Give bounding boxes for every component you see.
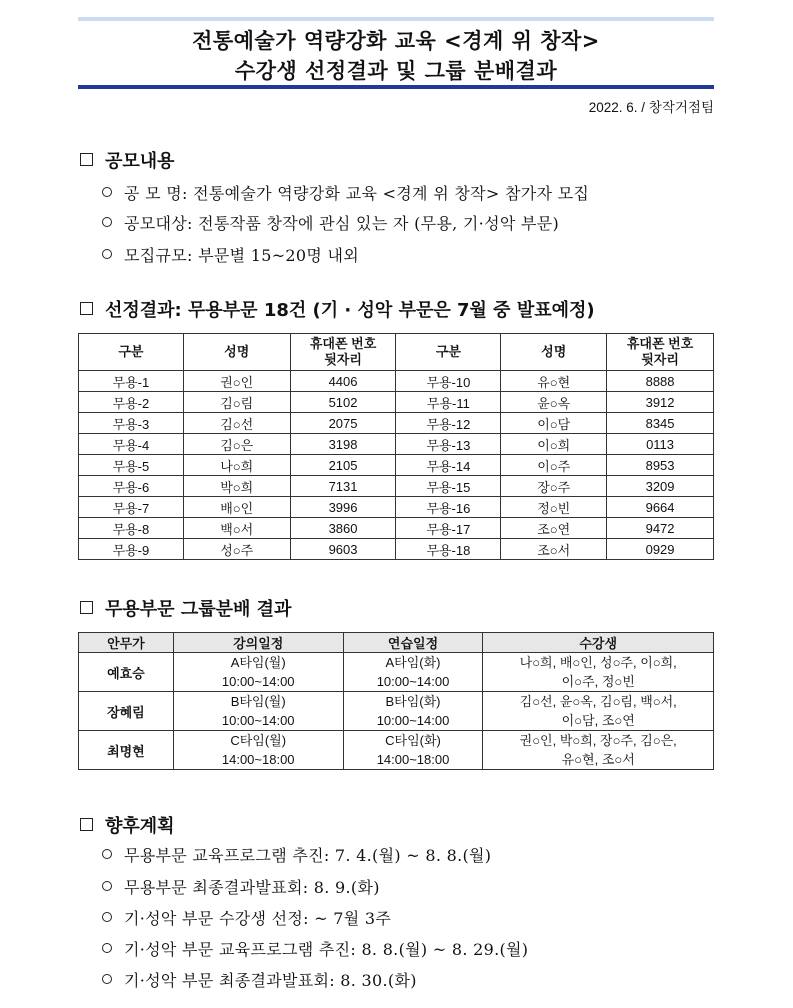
cell-practice-schedule-line: 10:00~14:00 — [376, 674, 450, 689]
cell-practice-schedule-line: A타임(화) — [385, 655, 441, 670]
document-title-line1: 전통예술가 역량강화 교육 <경계 위 창작> — [192, 29, 600, 53]
bullet-text: 공모대상: 전통작품 창작에 관심 있는 자 (무용, 기·성악 부문) — [124, 214, 560, 233]
header-lecture-schedule: 강의일정 — [173, 633, 343, 653]
cell-category: 무용-9 — [79, 539, 184, 560]
table-header-row — [79, 334, 714, 371]
cell-name: 배○인 — [183, 497, 290, 518]
cell-students — [483, 653, 714, 692]
cell-lecture-schedule-line: 10:00~14:00 — [221, 713, 295, 728]
cell-phone: 3209 — [607, 476, 714, 497]
cell-name: 김○은 — [183, 434, 290, 455]
bullet-item — [102, 875, 380, 898]
cell-students — [483, 692, 714, 731]
header-category: 구분 — [396, 334, 501, 371]
bullet-item — [102, 906, 391, 929]
circle-bullet-icon — [102, 249, 112, 259]
section-heading-recruitment — [80, 147, 175, 173]
cell-phone: 8953 — [607, 455, 714, 476]
section-heading-text: 향후계획 — [105, 816, 175, 837]
cell-phone: 0113 — [607, 434, 714, 455]
header-name: 성명 — [183, 334, 290, 371]
circle-bullet-icon — [102, 849, 112, 859]
cell-phone: 2105 — [290, 455, 396, 476]
circle-bullet-icon — [102, 217, 112, 227]
bullet-text: 무용부문 최종결과발표회: 8. 9.(화) — [124, 878, 380, 897]
cell-name: 이○희 — [501, 434, 607, 455]
header-name: 성명 — [501, 334, 607, 371]
group-distribution-table — [78, 632, 714, 770]
cell-students-line: 이○주, 정○빈 — [561, 674, 635, 689]
cell-choreographer: 예효승 — [79, 653, 174, 692]
header-phone-line1: 휴대폰 번호 — [626, 336, 694, 351]
cell-category: 무용-1 — [79, 371, 184, 392]
cell-name: 윤○옥 — [501, 392, 607, 413]
cell-category: 무용-10 — [396, 371, 501, 392]
circle-bullet-icon — [102, 881, 112, 891]
circle-bullet-icon — [102, 912, 112, 922]
cell-phone: 9664 — [607, 497, 714, 518]
cell-students-line: 김○선, 윤○옥, 김○림, 백○서, — [519, 694, 677, 709]
cell-category: 무용-12 — [396, 413, 501, 434]
header-phone-line2: 뒷자리 — [324, 352, 362, 367]
cell-name: 김○림 — [183, 392, 290, 413]
cell-practice-schedule — [343, 653, 483, 692]
table-row — [79, 692, 714, 731]
table-row — [79, 539, 714, 560]
circle-bullet-icon — [102, 187, 112, 197]
document-date: 2022. 6. / 창작거점팀 — [588, 100, 714, 115]
cell-category: 무용-16 — [396, 497, 501, 518]
cell-category: 무용-15 — [396, 476, 501, 497]
section-heading-text: 공모내용 — [105, 151, 175, 172]
cell-name: 장○주 — [501, 476, 607, 497]
checkbox-square-icon — [80, 153, 93, 166]
cell-phone: 9472 — [607, 518, 714, 539]
table-row — [79, 653, 714, 692]
cell-students — [483, 731, 714, 770]
cell-students-line: 유○현, 조○서 — [561, 752, 635, 767]
cell-students-line: 권○인, 박○희, 장○주, 김○은, — [519, 733, 677, 748]
cell-phone: 5102 — [290, 392, 396, 413]
cell-name: 이○주 — [501, 455, 607, 476]
header-category: 구분 — [79, 334, 184, 371]
header-phone — [290, 334, 396, 371]
cell-category: 무용-17 — [396, 518, 501, 539]
cell-name: 조○연 — [501, 518, 607, 539]
cell-practice-schedule — [343, 692, 483, 731]
cell-lecture-schedule — [173, 692, 343, 731]
bullet-item — [102, 937, 528, 960]
table-row — [79, 731, 714, 770]
cell-category: 무용-11 — [396, 392, 501, 413]
bullet-item — [102, 211, 559, 234]
cell-practice-schedule-line: 14:00~18:00 — [376, 752, 450, 767]
cell-practice-schedule — [343, 731, 483, 770]
cell-name: 권○인 — [183, 371, 290, 392]
cell-category: 무용-2 — [79, 392, 184, 413]
cell-lecture-schedule-line: 14:00~18:00 — [221, 752, 295, 767]
table-row — [79, 476, 714, 497]
document-title-line2: 수강생 선정결과 및 그룹 분배결과 — [234, 59, 558, 83]
cell-practice-schedule-line: 10:00~14:00 — [376, 713, 450, 728]
table-row — [79, 392, 714, 413]
bullet-item — [102, 843, 491, 866]
cell-name: 김○선 — [183, 413, 290, 434]
cell-phone: 3996 — [290, 497, 396, 518]
cell-name: 조○서 — [501, 539, 607, 560]
cell-category: 무용-7 — [79, 497, 184, 518]
title-bottom-rule — [78, 85, 714, 89]
selection-table-body — [79, 371, 714, 560]
cell-phone: 7131 — [290, 476, 396, 497]
cell-category: 무용-18 — [396, 539, 501, 560]
header-phone-line1: 휴대폰 번호 — [309, 336, 377, 351]
header-phone-line2: 뒷자리 — [641, 352, 679, 367]
bullet-text: 기·성악 부문 수강생 선정: ~ 7월 3주 — [124, 909, 392, 928]
cell-choreographer: 최명현 — [79, 731, 174, 770]
section-heading-text: 선정결과: 무용부문 18건 (기 · 성악 부문은 7월 중 발표예정) — [105, 300, 595, 321]
section-heading-text: 무용부문 그룹분배 결과 — [105, 599, 292, 620]
cell-students-line: 이○담, 조○연 — [561, 713, 635, 728]
bullet-text: 무용부문 교육프로그램 추진: 7. 4.(월) ~ 8. 8.(월) — [124, 846, 492, 865]
section-heading-selection — [80, 296, 595, 322]
cell-phone: 3912 — [607, 392, 714, 413]
cell-category: 무용-5 — [79, 455, 184, 476]
cell-choreographer: 장혜림 — [79, 692, 174, 731]
cell-practice-schedule-line: C타임(화) — [385, 733, 441, 748]
header-practice-schedule: 연습일정 — [343, 633, 483, 653]
cell-name: 나○희 — [183, 455, 290, 476]
cell-name: 유○현 — [501, 371, 607, 392]
cell-name: 성○주 — [183, 539, 290, 560]
table-row — [79, 371, 714, 392]
checkbox-square-icon — [80, 818, 93, 831]
cell-phone: 8345 — [607, 413, 714, 434]
header-students: 수강생 — [483, 633, 714, 653]
bullet-text: 기·성악 부문 교육프로그램 추진: 8. 8.(월) ~ 8. 29.(월) — [124, 940, 529, 959]
bullet-item — [102, 968, 417, 991]
title-top-rule — [78, 17, 714, 21]
circle-bullet-icon — [102, 974, 112, 984]
cell-phone: 3860 — [290, 518, 396, 539]
cell-category: 무용-3 — [79, 413, 184, 434]
table-header-row — [79, 633, 714, 653]
checkbox-square-icon — [80, 302, 93, 315]
cell-category: 무용-13 — [396, 434, 501, 455]
table-row — [79, 518, 714, 539]
cell-name: 백○서 — [183, 518, 290, 539]
cell-lecture-schedule-line: C타임(월) — [230, 733, 287, 748]
bullet-text: 모집규모: 부문별 15~20명 내외 — [124, 246, 360, 265]
cell-lecture-schedule — [173, 653, 343, 692]
cell-lecture-schedule — [173, 731, 343, 770]
cell-lecture-schedule-line: 10:00~14:00 — [221, 674, 295, 689]
table-row — [79, 497, 714, 518]
selection-result-table — [78, 333, 714, 560]
cell-phone: 4406 — [290, 371, 396, 392]
table-row — [79, 413, 714, 434]
cell-name: 정○빈 — [501, 497, 607, 518]
cell-category: 무용-4 — [79, 434, 184, 455]
cell-phone: 9603 — [290, 539, 396, 560]
header-phone — [607, 334, 714, 371]
table-row — [79, 434, 714, 455]
group-table-body — [79, 653, 714, 770]
section-heading-grouping — [80, 595, 291, 621]
cell-phone: 2075 — [290, 413, 396, 434]
bullet-item — [102, 243, 359, 266]
cell-practice-schedule-line: B타임(화) — [385, 694, 441, 709]
table-row — [79, 455, 714, 476]
cell-category: 무용-6 — [79, 476, 184, 497]
cell-category: 무용-8 — [79, 518, 184, 539]
cell-phone: 0929 — [607, 539, 714, 560]
bullet-text: 공 모 명: 전통예술가 역량강화 교육 <경계 위 창작> 참가자 모집 — [124, 184, 590, 203]
cell-lecture-schedule-line: A타임(월) — [230, 655, 286, 670]
header-choreographer: 안무가 — [79, 633, 174, 653]
cell-name: 이○담 — [501, 413, 607, 434]
bullet-text: 기·성악 부문 최종결과발표회: 8. 30.(화) — [124, 971, 417, 990]
cell-students-line: 나○희, 배○인, 성○주, 이○희, — [519, 655, 677, 670]
cell-name: 박○희 — [183, 476, 290, 497]
section-heading-future-plan — [80, 812, 175, 838]
checkbox-square-icon — [80, 601, 93, 614]
cell-phone: 8888 — [607, 371, 714, 392]
bullet-item — [102, 181, 589, 204]
cell-category: 무용-14 — [396, 455, 501, 476]
cell-phone: 3198 — [290, 434, 396, 455]
cell-lecture-schedule-line: B타임(월) — [230, 694, 286, 709]
circle-bullet-icon — [102, 943, 112, 953]
